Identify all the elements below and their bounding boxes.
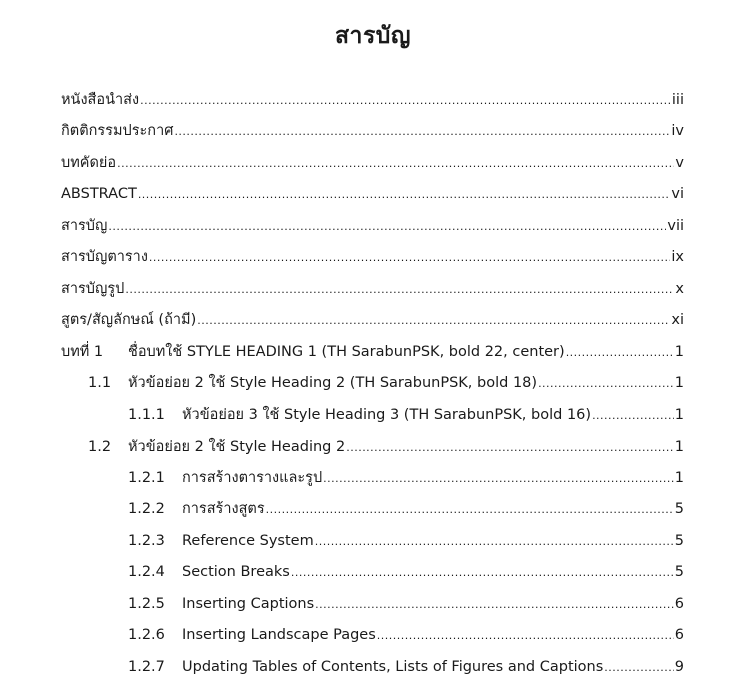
- toc-entry-page: 6: [674, 627, 684, 643]
- toc-entry-list-of-tables[interactable]: [61, 245, 684, 269]
- toc-entry-page: iii: [671, 92, 684, 108]
- toc-entry-page: iv: [671, 123, 684, 139]
- toc-entry-number: 1.2: [88, 439, 112, 455]
- toc-entry-number: 1.2.3: [128, 533, 165, 549]
- dot-leader: [174, 120, 670, 144]
- toc-entry-section-1-2-3[interactable]: [128, 529, 684, 553]
- dot-leader: [149, 246, 670, 270]
- dot-leader: [346, 436, 674, 460]
- dot-leader: [108, 215, 666, 239]
- toc-entry-page: 5: [674, 533, 684, 549]
- dot-leader: [604, 656, 673, 680]
- dot-leader: [125, 278, 674, 302]
- toc-entry-section-1-2-2[interactable]: [128, 497, 684, 521]
- toc-entry-chapter-1[interactable]: [61, 340, 684, 364]
- toc-entry-label: Reference System: [182, 533, 314, 549]
- toc-entry-number: 1.1.1: [128, 407, 165, 423]
- dot-leader: [377, 624, 674, 648]
- toc-entry-section-1-1[interactable]: [88, 371, 684, 395]
- toc-entry-number: 1.2.1: [128, 470, 165, 486]
- toc-entry-page: vii: [667, 218, 684, 234]
- toc-entry-label: Updating Tables of Contents, Lists of Figures and Captions: [182, 659, 604, 675]
- toc-entry-contents[interactable]: [61, 214, 684, 238]
- toc-entry-page: 1: [674, 470, 684, 486]
- toc-entry-formulas-symbols[interactable]: [61, 308, 684, 332]
- toc-entry-label: สารบัญรูป: [61, 281, 125, 297]
- toc-entry-number: 1.2.6: [128, 627, 165, 643]
- toc-entry-section-1-2-7[interactable]: [128, 655, 684, 679]
- toc-entry-label: หัวข้อย่อย 3 ใช้ Style Heading 3 (TH SarabunPSK, bold 16): [182, 407, 592, 423]
- dot-leader: [197, 309, 670, 333]
- toc-entry-label: หนังสือนำส่ง: [61, 92, 140, 108]
- toc-entry-page: 5: [674, 501, 684, 517]
- toc-entry-page: ix: [671, 249, 684, 265]
- dot-leader: [117, 152, 674, 176]
- toc-entry-number: 1.2.2: [128, 501, 165, 517]
- toc-entry-section-1-2-4[interactable]: [128, 560, 684, 584]
- toc-entry-label: หัวข้อย่อย 2 ใช้ Style Heading 2: [128, 439, 346, 455]
- dot-leader: [323, 467, 674, 491]
- toc-entry-label: ABSTRACT: [61, 186, 137, 202]
- page-title: สารบัญ: [334, 23, 411, 49]
- toc-entry-acknowledgement[interactable]: [61, 119, 684, 143]
- toc-entry-section-1-2-5[interactable]: [128, 592, 684, 616]
- toc-entry-list-of-figures[interactable]: [61, 277, 684, 301]
- toc-entry-label: การสร้างตารางและรูป: [182, 470, 323, 486]
- toc-entry-page: 6: [674, 596, 684, 612]
- dot-leader: [291, 561, 674, 585]
- toc-entry-label: ชื่อบทใช้ STYLE HEADING 1 (TH SarabunPSK, bold 22, center): [128, 344, 565, 360]
- dot-leader: [566, 341, 674, 365]
- toc-entry-number: 1.2.4: [128, 564, 165, 580]
- dot-leader: [315, 593, 674, 617]
- toc-entry-label: กิตติกรรมประกาศ: [61, 123, 174, 139]
- dot-leader: [538, 372, 674, 396]
- toc-entry-page: 1: [674, 407, 684, 423]
- toc-entry-label: บทคัดย่อ: [61, 155, 117, 171]
- toc-entry-page: 9: [674, 659, 684, 675]
- toc-entry-label: การสร้างสูตร: [182, 501, 265, 517]
- toc-entry-section-1-2-1[interactable]: [128, 466, 684, 490]
- toc-entry-label: สูตร/สัญลักษณ์ (ถ้ามี): [61, 312, 197, 328]
- dot-leader: [592, 404, 674, 428]
- toc-entry-page: vi: [671, 186, 684, 202]
- toc-entry-page: v: [675, 155, 684, 171]
- toc-entry-page: x: [675, 281, 684, 297]
- toc-entry-label: หัวข้อย่อย 2 ใช้ Style Heading 2 (TH SarabunPSK, bold 18): [128, 375, 538, 391]
- dot-leader: [315, 530, 674, 554]
- toc-entry-label: Section Breaks: [182, 564, 290, 580]
- toc-entry-abstract-thai[interactable]: [61, 151, 684, 175]
- toc-entry-section-1-1-1[interactable]: [128, 403, 684, 427]
- toc-entry-page: 1: [674, 344, 684, 360]
- toc-entry-number: 1.2.7: [128, 659, 165, 675]
- toc-entry-page: 1: [674, 375, 684, 391]
- toc-entry-label: Inserting Landscape Pages: [182, 627, 376, 643]
- toc-entry-number: บทที่ 1: [61, 344, 104, 360]
- toc-entry-label: สารบัญ: [61, 218, 108, 234]
- toc-entry-cover-letter[interactable]: [61, 88, 684, 112]
- toc-entry-label: สารบัญตาราง: [61, 249, 148, 265]
- toc-entry-section-1-2[interactable]: [88, 435, 684, 459]
- toc-entry-number: 1.2.5: [128, 596, 165, 612]
- toc-entry-page: xi: [671, 312, 684, 328]
- toc-entry-abstract[interactable]: [61, 182, 684, 206]
- dot-leader: [140, 89, 671, 113]
- toc-entry-label: Inserting Captions: [182, 596, 315, 612]
- toc-entry-page: 5: [674, 564, 684, 580]
- dot-leader: [138, 183, 671, 207]
- toc-entry-number: 1.1: [88, 375, 112, 391]
- toc-entry-section-1-2-6[interactable]: [128, 623, 684, 647]
- toc-entry-page: 1: [674, 439, 684, 455]
- dot-leader: [266, 498, 674, 522]
